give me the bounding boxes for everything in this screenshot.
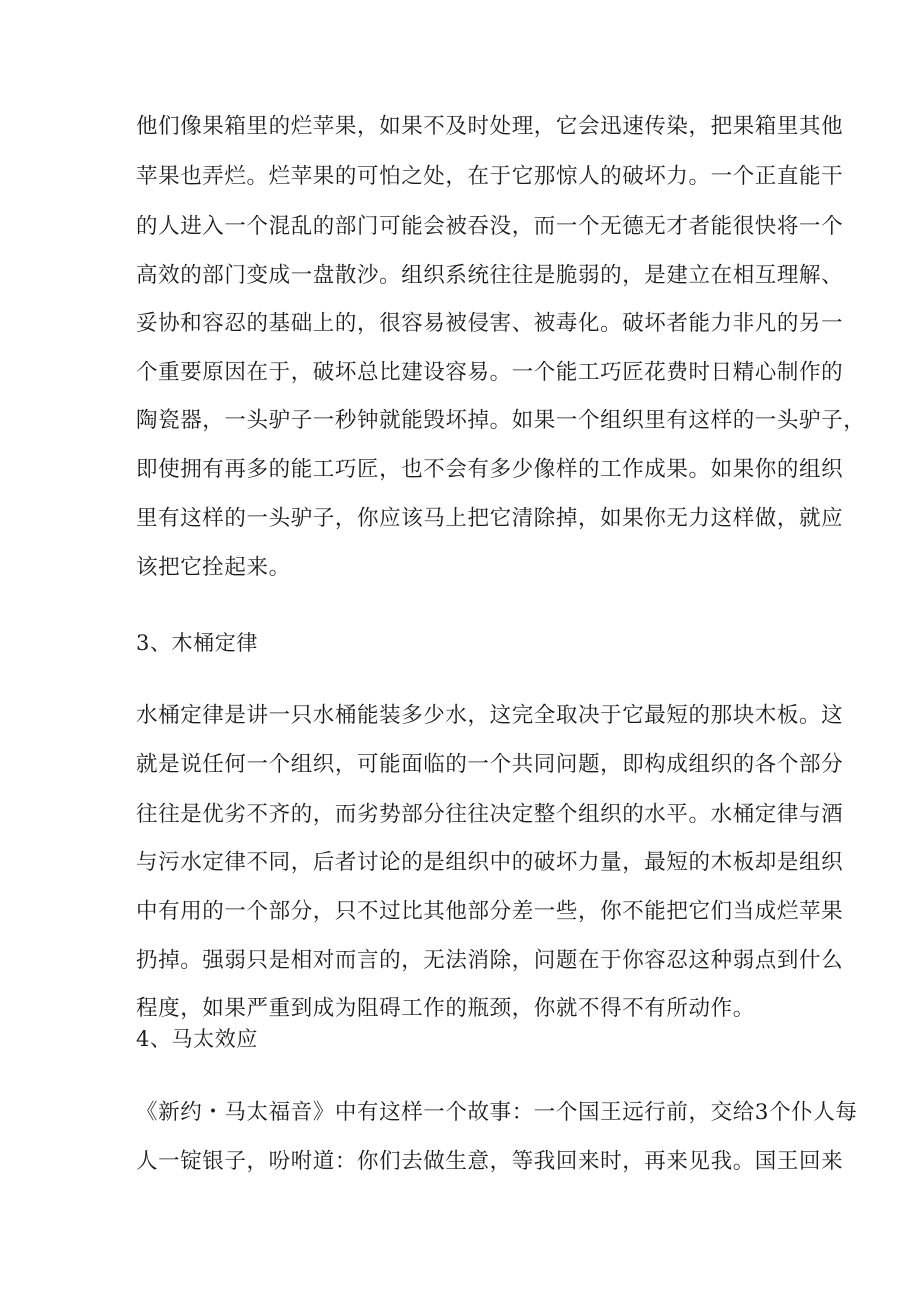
paragraph-3-line-1: 《新约・马太福音》中有这样一个故事：一个国王远行前，交给3个仆人每 xyxy=(136,1100,858,1125)
paragraph-1-line-1: 他们像果箱里的烂苹果，如果不及时处理，它会迅速传染，把果箱里其他 xyxy=(136,114,844,139)
paragraph-2-line-2: 就是说任何一个组织，可能面临的一个共同问题，即构成组织的各个部分 xyxy=(136,752,844,777)
paragraph-2-line-5: 中有用的一个部分，只不过比其他部分差一些，你不能把它们当成烂苹果 xyxy=(136,899,844,924)
paragraph-3-line-2: 人一锭银子，吩咐道：你们去做生意，等我回来时，再来见我。国王回来 xyxy=(136,1149,844,1174)
section-heading-4: 4、马太效应 xyxy=(136,1027,258,1051)
paragraph-1-line-9: 里有这样的一头驴子，你应该马上把它清除掉，如果你无力这样做，就应 xyxy=(136,506,844,531)
section-heading-3: 3、木桶定律 xyxy=(136,631,258,655)
paragraph-2-line-3: 往往是优劣不齐的，而劣势部分往往决定整个组织的水平。水桶定律与酒 xyxy=(136,802,844,827)
paragraph-2-line-4: 与污水定律不同，后者讨论的是组织中的破坏力量，最短的木板却是组织 xyxy=(136,850,844,875)
paragraph-1-line-5: 妥协和容忍的基础上的，很容易被侵害、被毒化。破坏者能力非凡的另一 xyxy=(136,311,844,336)
paragraph-2-line-6: 扔掉。强弱只是相对而言的，无法消除，问题在于你容忍这种弱点到什么 xyxy=(136,948,844,973)
paragraph-1-line-3: 的人进入一个混乱的部门可能会被吞没，而一个无德无才者能很快将一个 xyxy=(136,214,844,239)
paragraph-1-line-6: 个重要原因在于，破坏总比建设容易。一个能工巧匠花费时日精心制作的 xyxy=(136,360,844,385)
paragraph-1-line-10: 该把它拴起来。 xyxy=(136,555,291,580)
paragraph-2-line-7: 程度，如果严重到成为阻碍工作的瓶颈，你就不得不有所动作。 xyxy=(136,996,755,1021)
paragraph-2-line-1: 水桶定律是讲一只水桶能装多少水，这完全取决于它最短的那块木板。这 xyxy=(136,703,844,728)
paragraph-1-line-7: 陶瓷器，一头驴子一秒钟就能毁坏掉。如果一个组织里有这样的一头驴子， xyxy=(136,408,866,433)
paragraph-1-line-4: 高效的部门变成一盘散沙。组织系统往往是脆弱的，是建立在相互理解、 xyxy=(136,263,844,288)
paragraph-1-line-8: 即使拥有再多的能工巧匠，也不会有多少像样的工作成果。如果你的组织 xyxy=(136,457,844,482)
paragraph-1-line-2: 苹果也弄烂。烂苹果的可怕之处，在于它那惊人的破坏力。一个正直能干 xyxy=(136,164,844,189)
